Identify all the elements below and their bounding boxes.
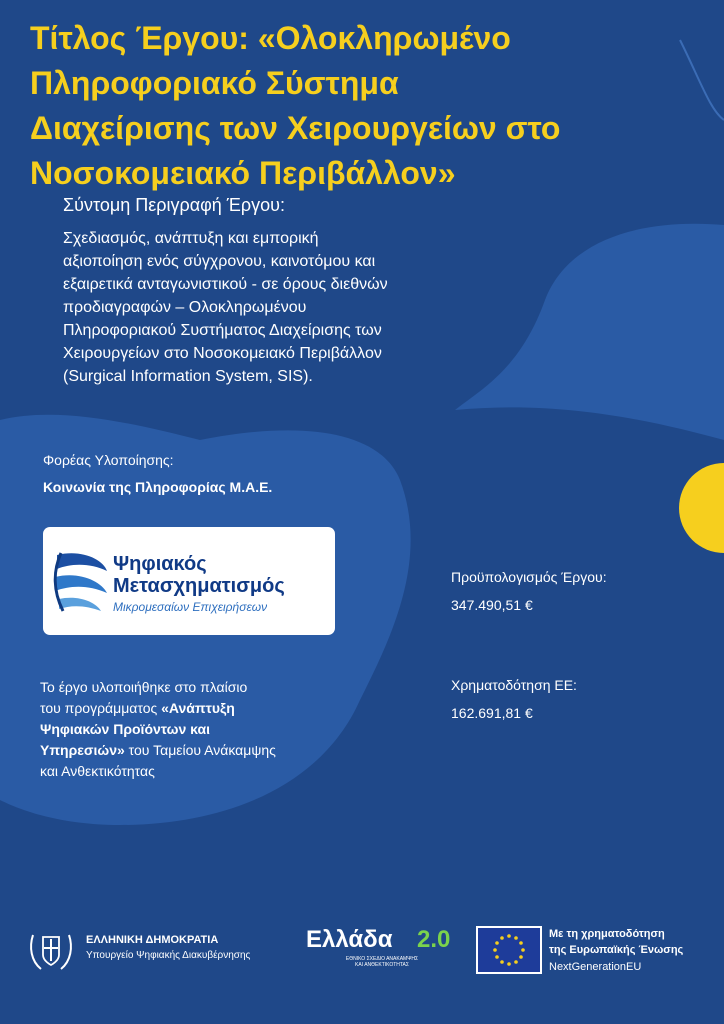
implementer-name: Κοινωνία της Πληροφορίας Μ.Α.Ε. bbox=[43, 479, 273, 495]
program-text-plain: του Ταμείου Ανάκαμψης bbox=[124, 742, 276, 758]
ellada-subtitle-line: ΕΘΝΙΚΟ ΣΧΕΔΙΟ ΑΝΑΚΑΜΨΗΣ bbox=[345, 956, 419, 962]
budget-value: 347.490,51 € bbox=[451, 597, 533, 613]
title-line: Τίτλος Έργου: «Ολοκληρωμένο bbox=[30, 20, 511, 56]
logo-line-1: Ψηφιακός bbox=[113, 553, 207, 575]
description-line: αξιοποίηση ενός σύγχρονου, καινοτόμου και bbox=[63, 253, 376, 270]
description-heading: Σύντομη Περιγραφή Έργου: bbox=[63, 195, 286, 215]
program-text-plain: του προγράμματος bbox=[40, 700, 162, 716]
description-line: Χειρουργείων στο Νοσοκομειακό Περιβάλλον bbox=[63, 345, 382, 362]
program-text-line: Το έργο υλοποιήθηκε στο πλαίσιο bbox=[40, 679, 248, 695]
eu-funding-line-2: της Ευρωπαϊκής Ένωσης bbox=[549, 944, 684, 956]
title-line: Νοσοκομειακό Περιβάλλον» bbox=[30, 155, 456, 191]
description-line: (Surgical Information System, SIS). bbox=[63, 368, 313, 385]
ellada-subtitle-line: ΚΑΙ ΑΝΘΕΚΤΙΚΟΤΗΤΑΣ bbox=[355, 962, 409, 968]
ellada-logo-subtitle bbox=[334, 956, 430, 968]
project-title bbox=[30, 16, 690, 196]
ministry-name: Υπουργείο Ψηφιακής Διακυβέρνησης bbox=[86, 950, 251, 961]
program-text bbox=[40, 677, 340, 782]
program-text-line bbox=[40, 698, 340, 719]
program-text-line bbox=[40, 740, 340, 761]
logo-line-3: Μικρομεσαίων Επιχειρήσεων bbox=[113, 600, 268, 614]
program-text-line: και Ανθεκτικότητας bbox=[40, 763, 155, 779]
logo-line-2: Μετασχηματισμός bbox=[113, 575, 285, 597]
funding-label: Χρηματοδότηση ΕΕ: bbox=[451, 677, 577, 693]
implementer-label: Φορέας Υλοποίησης: bbox=[43, 452, 174, 468]
description-line: Σχεδιασμός, ανάπτυξη και εμπορική bbox=[63, 230, 319, 247]
eu-funding-line-1: Με τη χρηματοδότηση bbox=[549, 928, 665, 940]
title-line: Πληροφοριακό Σύστημα bbox=[30, 65, 399, 101]
title-line: Διαχείρισης των Χειρουργείων στο bbox=[30, 110, 561, 146]
ellada-logo-version: 2.0 bbox=[417, 926, 451, 953]
description-line: εξαιρετικά ανταγωνιστικού - σε όρους διεθνών bbox=[63, 276, 388, 293]
ellada-logo-word: Ελλάδα bbox=[306, 926, 393, 953]
project-description bbox=[63, 227, 543, 388]
program-logo bbox=[43, 527, 335, 635]
program-name-bold: Υπηρεσιών» bbox=[40, 742, 125, 758]
greek-emblem-icon bbox=[27, 927, 75, 973]
description-line: προδιαγραφών – Ολοκληρωμένου bbox=[63, 299, 307, 316]
eu-funding-line-3: NextGenerationEU bbox=[549, 961, 642, 973]
eu-flag-icon bbox=[476, 926, 542, 974]
program-text-line bbox=[40, 719, 340, 740]
funding-value: 162.691,81 € bbox=[451, 705, 533, 721]
description-line: Πληροφοριακού Συστήματος Διαχείρισης των bbox=[63, 322, 382, 339]
program-name-bold: «Ανάπτυξη bbox=[161, 700, 235, 716]
program-name-bold: Ψηφιακών Προϊόντων και bbox=[40, 721, 210, 737]
greek-republic-name: ΕΛΛΗΝΙΚΗ ΔΗΜΟΚΡΑΤΙΑ bbox=[86, 934, 219, 946]
blue-swirl-icon bbox=[51, 541, 113, 621]
budget-label: Προϋπολογισμός Έργου: bbox=[451, 569, 607, 585]
yellow-circle-accent bbox=[679, 463, 724, 553]
